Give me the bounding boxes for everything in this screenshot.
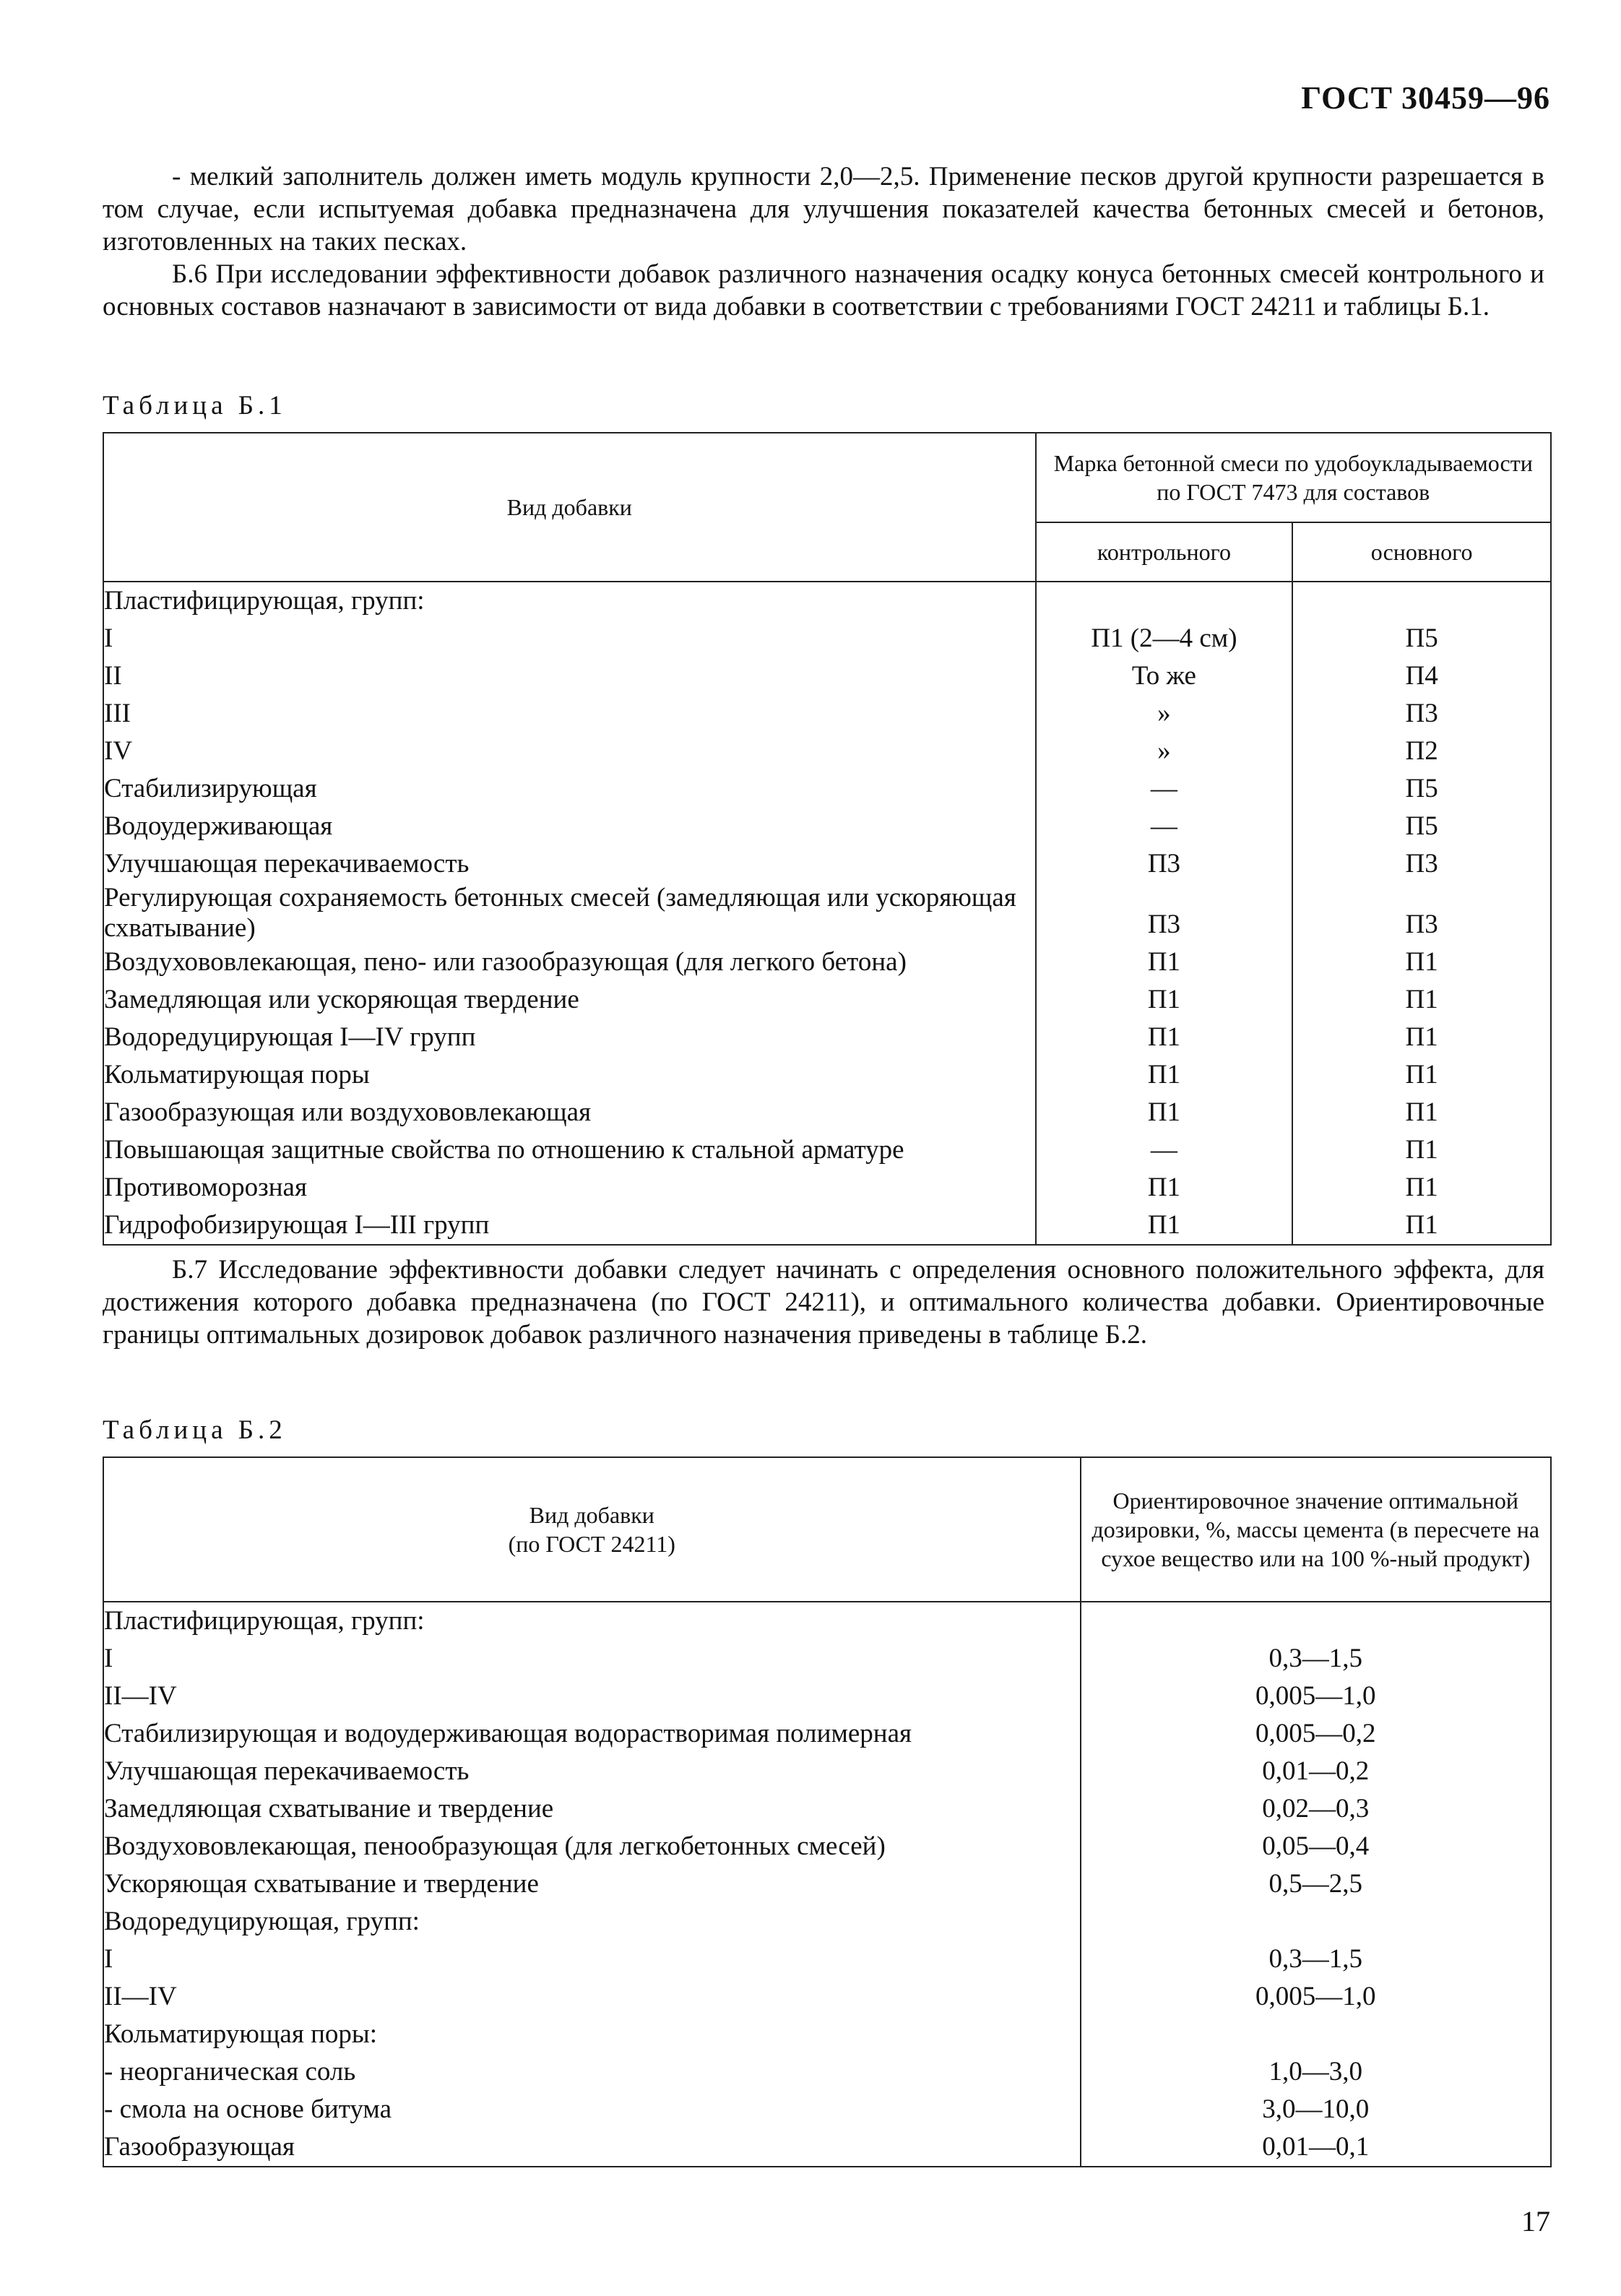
control-grade-cell: П1 <box>1036 944 1293 981</box>
table-row <box>103 808 1551 845</box>
table-b1-header-main: основного <box>1292 522 1551 582</box>
control-grade-cell: П1 <box>1036 1207 1293 1245</box>
main-grade-cell: П3 <box>1292 845 1551 883</box>
control-grade-cell: П3 <box>1036 883 1293 944</box>
dosage-value-cell <box>1081 1903 1551 1941</box>
additive-type-cell: III <box>103 695 1036 733</box>
dosage-value-cell: 0,05—0,4 <box>1081 1828 1551 1865</box>
additive-type-cell: Воздухововлекающая, пено- или газообразующая (для легкого бетона) <box>103 944 1036 981</box>
table-b1-caption: Таблица Б.1 <box>103 391 287 420</box>
additive-type-cell: I <box>103 620 1036 657</box>
dosage-value-cell: 0,5—2,5 <box>1081 1865 1551 1903</box>
main-grade-cell: П1 <box>1292 1094 1551 1131</box>
table-row <box>103 2091 1551 2128</box>
table-b2-header-type: Вид добавки (по ГОСТ 24211) <box>103 1457 1081 1602</box>
additive-type-cell: II—IV <box>103 1978 1081 2016</box>
dosage-value-cell: 0,3—1,5 <box>1081 1941 1551 1978</box>
table-row <box>103 582 1551 620</box>
dosage-value-cell: 0,02—0,3 <box>1081 1790 1551 1828</box>
table-row <box>103 733 1551 770</box>
additive-type-cell: Улучшающая перекачиваемость <box>103 845 1036 883</box>
control-grade-cell: П1 <box>1036 1094 1293 1131</box>
main-grade-cell: П1 <box>1292 981 1551 1019</box>
table-row <box>103 657 1551 695</box>
table-row <box>103 1207 1551 1245</box>
main-grade-cell: П1 <box>1292 1169 1551 1207</box>
table-row <box>103 944 1551 981</box>
dosage-value-cell <box>1081 1602 1551 1640</box>
additive-type-cell: Ускоряющая схватывание и твердение <box>103 1865 1081 1903</box>
main-grade-cell: П1 <box>1292 1056 1551 1094</box>
additive-type-cell: - неорганическая соль <box>103 2053 1081 2091</box>
additive-type-cell: Кольматирующая поры: <box>103 2016 1081 2053</box>
control-grade-cell: — <box>1036 770 1293 808</box>
control-grade-cell: П3 <box>1036 845 1293 883</box>
additive-type-cell: II—IV <box>103 1678 1081 1715</box>
main-grade-cell: П5 <box>1292 620 1551 657</box>
additive-type-cell: Стабилизирующая <box>103 770 1036 808</box>
additive-type-cell: Противоморозная <box>103 1169 1036 1207</box>
table-b1-header-type: Вид добавки <box>103 433 1036 582</box>
table-row <box>103 1094 1551 1131</box>
table-row <box>103 1790 1551 1828</box>
dosage-value-cell: 0,005—1,0 <box>1081 1678 1551 1715</box>
additive-type-cell: Гидрофобизирующая I—III групп <box>103 1207 1036 1245</box>
control-grade-cell <box>1036 582 1293 620</box>
additive-type-cell: Улучшающая перекачиваемость <box>103 1753 1081 1790</box>
table-b2 <box>103 1456 1552 2167</box>
additive-type-cell: Замедляющая или ускоряющая твердение <box>103 981 1036 1019</box>
additive-type-cell: Газообразующая или воздухововлекающая <box>103 1094 1036 1131</box>
table-b1 <box>103 432 1552 1246</box>
table-row <box>103 1678 1551 1715</box>
control-grade-cell: » <box>1036 695 1293 733</box>
table-b2-caption: Таблица Б.2 <box>103 1415 287 1445</box>
main-grade-cell: П3 <box>1292 695 1551 733</box>
main-grade-cell: П2 <box>1292 733 1551 770</box>
table-row <box>103 2016 1551 2053</box>
table-row <box>103 1828 1551 1865</box>
table-b1-header-group: Марка бетонной смеси по удобоукладываемости по ГОСТ 7473 для составов <box>1036 433 1551 522</box>
table-row <box>103 1865 1551 1903</box>
table-row <box>103 981 1551 1019</box>
table-row <box>103 1753 1551 1790</box>
additive-type-cell: Кольматирующая поры <box>103 1056 1036 1094</box>
table-row <box>103 770 1551 808</box>
additive-type-cell: Водоредуцирующая, групп: <box>103 1903 1081 1941</box>
table-row <box>103 1715 1551 1753</box>
paragraph-b7: Б.7 Исследование эффективности добавки следует начинать с определения основного положительного эффекта, для достижения которого добавка предназначена (по ГОСТ 24211), и оптимального количества добавки. Ориентировочные границы оптимальных дозировок добавок различного назначения приведены в таблице Б.2. <box>103 1255 1544 1350</box>
dosage-value-cell <box>1081 2016 1551 2053</box>
paragraph-aggregate: - мелкий заполнитель должен иметь модуль крупности 2,0—2,5. Применение песков другой крупности разрешается в том случае, если испытуемая добавка предназначена для улучшения показателей качества бетонных смесей и бетонов, изготовленных на таких песках. <box>103 162 1544 256</box>
table-row <box>103 620 1551 657</box>
additive-type-cell: I <box>103 1640 1081 1678</box>
control-grade-cell: — <box>1036 1131 1293 1169</box>
table-row <box>103 1056 1551 1094</box>
dosage-value-cell: 1,0—3,0 <box>1081 2053 1551 2091</box>
control-grade-cell: П1 <box>1036 1169 1293 1207</box>
main-grade-cell: П1 <box>1292 944 1551 981</box>
main-grade-cell: П3 <box>1292 883 1551 944</box>
control-grade-cell: П1 <box>1036 981 1293 1019</box>
additive-type-cell: Водоредуцирующая I—IV групп <box>103 1019 1036 1056</box>
table-row <box>103 1131 1551 1169</box>
main-grade-cell: П5 <box>1292 770 1551 808</box>
table-row <box>103 1602 1551 1640</box>
dosage-value-cell: 0,005—0,2 <box>1081 1715 1551 1753</box>
control-grade-cell: То же <box>1036 657 1293 695</box>
additive-type-cell: IV <box>103 733 1036 770</box>
additive-type-cell: Пластифицирующая, групп: <box>103 1602 1081 1640</box>
table-b1-header-control: контрольного <box>1036 522 1293 582</box>
dosage-value-cell: 0,01—0,1 <box>1081 2128 1551 2167</box>
table-row <box>103 1019 1551 1056</box>
dosage-value-cell: 0,3—1,5 <box>1081 1640 1551 1678</box>
main-grade-cell: П1 <box>1292 1207 1551 1245</box>
additive-type-cell: II <box>103 657 1036 695</box>
dosage-value-cell: 0,01—0,2 <box>1081 1753 1551 1790</box>
additive-type-cell: Стабилизирующая и водоудерживающая водорастворимая полимерная <box>103 1715 1081 1753</box>
table-row <box>103 845 1551 883</box>
document-code-header: ГОСТ 30459—96 <box>1301 80 1550 116</box>
dosage-value-cell: 3,0—10,0 <box>1081 2091 1551 2128</box>
main-grade-cell: П1 <box>1292 1019 1551 1056</box>
additive-type-cell: Повышающая защитные свойства по отношению к стальной арматуре <box>103 1131 1036 1169</box>
additive-type-cell: Регулирующая сохраняемость бетонных смесей (замедляющая или ускоряющая схватывание) <box>103 883 1036 944</box>
table-row <box>103 695 1551 733</box>
table-row <box>103 1941 1551 1978</box>
control-grade-cell: П1 <box>1036 1019 1293 1056</box>
additive-type-cell: - смола на основе битума <box>103 2091 1081 2128</box>
additive-type-cell: Газообразующая <box>103 2128 1081 2167</box>
additive-type-cell: Замедляющая схватывание и твердение <box>103 1790 1081 1828</box>
table-row <box>103 2128 1551 2167</box>
page-number: 17 <box>1521 2205 1550 2237</box>
additive-type-cell: Водоудерживающая <box>103 808 1036 845</box>
table-row <box>103 1169 1551 1207</box>
control-grade-cell: П1 (2—4 см) <box>1036 620 1293 657</box>
main-grade-cell: П1 <box>1292 1131 1551 1169</box>
additive-type-cell: Воздухововлекающая, пенообразующая (для легкобетонных смесей) <box>103 1828 1081 1865</box>
main-grade-cell: П4 <box>1292 657 1551 695</box>
main-grade-cell <box>1292 582 1551 620</box>
paragraph-b6: Б.6 При исследовании эффективности добавок различного назначения осадку конуса бетонных смесей контрольного и основных составов назначают в зависимости от вида добавки в соответствии с требованиями ГОСТ 24211 и таблицы Б.1. <box>103 259 1544 321</box>
dosage-value-cell: 0,005—1,0 <box>1081 1978 1551 2016</box>
table-row <box>103 2053 1551 2091</box>
main-grade-cell: П5 <box>1292 808 1551 845</box>
additive-type-cell: Пластифицирующая, групп: <box>103 582 1036 620</box>
control-grade-cell: П1 <box>1036 1056 1293 1094</box>
table-row <box>103 1640 1551 1678</box>
table-row <box>103 1903 1551 1941</box>
control-grade-cell: — <box>1036 808 1293 845</box>
table-row <box>103 883 1551 944</box>
table-row <box>103 1978 1551 2016</box>
table-b2-header-value: Ориентировочное значение оптимальной дозировки, %, массы цемента (в пересчете на сухое вещество или на 100 %-ный продукт) <box>1081 1457 1551 1602</box>
control-grade-cell: » <box>1036 733 1293 770</box>
additive-type-cell: I <box>103 1941 1081 1978</box>
